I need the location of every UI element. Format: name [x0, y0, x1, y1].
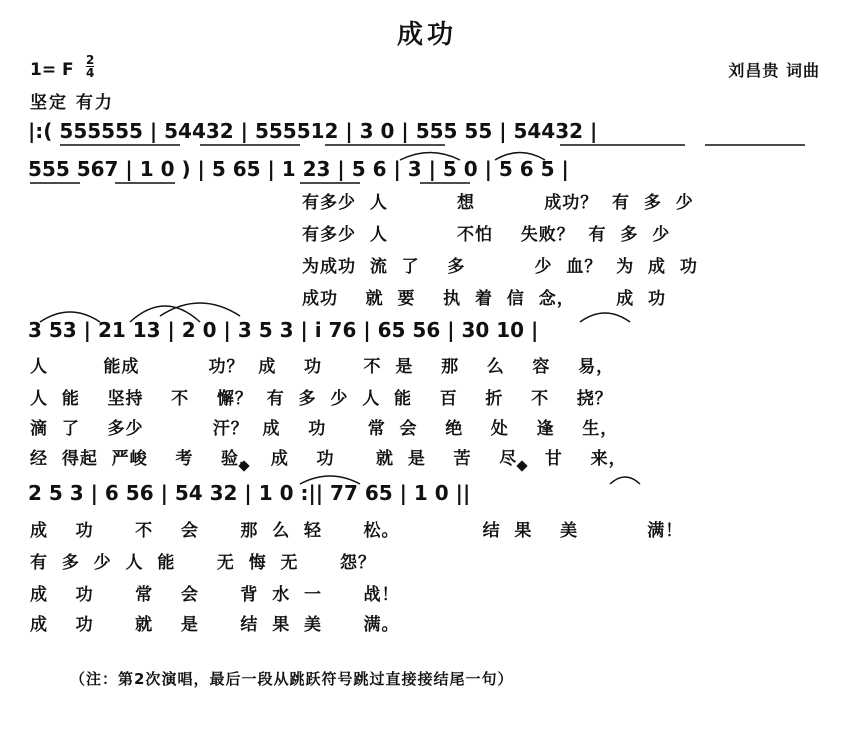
time-signature-top: 2: [86, 53, 95, 67]
staff-line-3: 3 53 | 21 13 | 2 0 | 3 5 3 | i 76 | 65 56 | 30 10 |: [28, 318, 539, 342]
lyric-line: 成 功 常 会 背 水 一 战！: [30, 585, 400, 605]
lyric-line: 成 功 不 会 那 么 轻 松。 结 果 美 满！: [30, 521, 684, 541]
lyric-line: 成 功 就 是 结 果 美 满。: [30, 615, 400, 635]
footnote: （注：第2次演唱，最后一段从跳跃符号跳过直接接结尾一句）: [70, 670, 514, 688]
song-title: 成功: [396, 20, 457, 50]
staff-line-4: 2 5 3 | 6 56 | 54 32 | 1 0 :|| 77 65 | 1 0 ||: [28, 481, 471, 505]
tempo-marking: 坚定 有力: [30, 93, 114, 113]
staff-line-2: 555 567 | 1 0 ) | 5 65 | 1 23 | 5 6 | 3 | 5 0 | 5 6 5 |: [28, 157, 569, 181]
staff-line-1: |:( 555555 | 54432 | 555512 | 3 0 | 555 55 | 54432 |: [28, 119, 598, 143]
lyric-line: 经 得起 严峻 考 验， 成 功 就 是 苦 尽 甘 来，: [30, 449, 627, 469]
lyric-line: 有多少 人 不怕 失败？ 有 多 少: [302, 225, 671, 245]
composer-credit: 刘昌贵 词曲: [728, 61, 820, 80]
lyric-line: 人 能成 功？ 成 功 不 是 那 么 容 易，: [30, 357, 615, 377]
lyric-line: 有多少 人 想 成功？ 有 多 少: [302, 193, 694, 213]
time-signature-bottom: 4: [86, 66, 95, 80]
lyric-line: 有 多 少 人 能 无 悔 无 怨？: [30, 553, 377, 573]
lyric-line: 人 能 坚持 不 懈？ 有 多 少 人 能 百 折 不 挠？: [30, 389, 613, 409]
lyric-line: 成功 就 要 执 着 信 念， 成 功: [302, 289, 667, 309]
lyric-line: 为成功 流 了 多 少 血？ 为 成 功: [302, 257, 698, 277]
key-signature: 1= F: [30, 60, 74, 80]
lyric-line: 滴 了 多少 汗？ 成 功 常 会 绝 处 逢 生，: [30, 419, 619, 439]
